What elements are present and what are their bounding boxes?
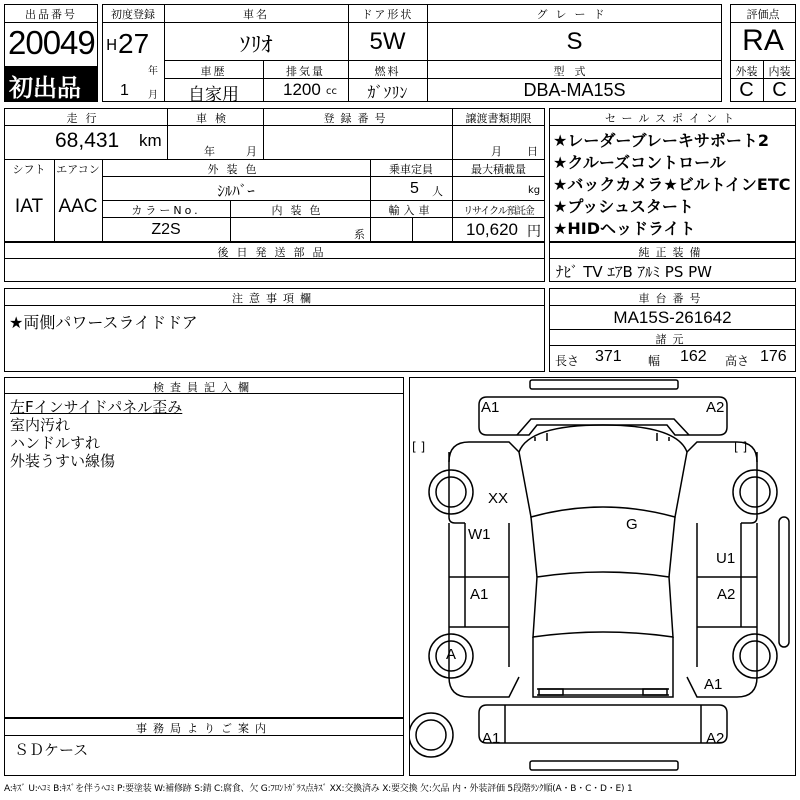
mark-w1: W1 [468, 526, 491, 543]
capacity-value: 5 [410, 180, 419, 197]
inspector-line-4: 外装うすい線傷 [10, 452, 116, 470]
transfer-label: 譲渡書類期限 [465, 112, 532, 125]
car-name: ｿﾘｵ [239, 33, 273, 58]
mark-g: G [626, 516, 638, 533]
length-value: 371 [595, 348, 622, 365]
mark-a1-rear-right: A1 [704, 676, 723, 693]
mark-a1-mid-left: A1 [470, 586, 489, 603]
chassis-value: MA15S-261642 [613, 308, 732, 327]
color-no-label: カラーNo. [131, 204, 201, 217]
lot-number: 20049 [8, 24, 95, 61]
first-listing-text: 初出品 [9, 74, 81, 102]
first-reg-label: 初度登録 [111, 8, 155, 21]
color-no-value: Z2S [151, 221, 181, 238]
caution-label: 注意事項欄 [232, 292, 317, 305]
inspection-year-unit: 年 [204, 145, 215, 158]
max-load-unit: kg [528, 185, 541, 196]
equipment-label: 純正装備 [638, 246, 707, 259]
chassis-label: 車台番号 [638, 292, 707, 305]
month-value: 1 [120, 82, 129, 99]
aircon-label: エアコン [56, 163, 100, 176]
transfer-day-unit: 日 [527, 145, 538, 158]
exterior-value: C [739, 79, 754, 101]
length-label: 長さ [555, 354, 580, 368]
height-label: 高さ [725, 354, 750, 368]
width-label: 幅 [648, 354, 661, 368]
mileage-label: 走行 [66, 112, 105, 125]
int-color-unit: 系 [354, 228, 365, 241]
recycle-label: リサイクル預託金 [463, 206, 534, 217]
legend-text: A:ｷｽﾞ U:ﾍｺﾐ B:ｷｽﾞを伴うﾍｺﾐ P:要塗装 W:補修跡 S:錆 C:腐食、欠 G:ﾌﾛﾝﾄｶﾞﾗｽ点ｷｽﾞ XX:交換済み X:要交換 欠:欠品 内・外装評価 5段階ﾗﾝｸ順(A・B・C・D・E) 1 [4, 784, 633, 794]
shift-value: IAT [14, 196, 44, 217]
equipment-value: ﾅﾋﾞ TV ｴｱB ｱﾙﾐ PS PW [556, 263, 712, 281]
aircon-value: AAC [58, 196, 98, 217]
capacity-unit: 人 [432, 185, 443, 198]
model-value: DBA-MA15S [523, 80, 626, 100]
caution-value: ★両側パワースライドドア [9, 313, 198, 332]
history-value: 自家用 [188, 85, 239, 105]
height-value: 176 [760, 348, 787, 365]
car-name-label: 車名 [243, 8, 269, 21]
score-label: 評価点 [746, 8, 780, 21]
sales-point-5: ★HIDヘッドライト [553, 219, 696, 238]
inspector-line-3: ハンドルすれ [10, 434, 101, 452]
mark-a2-mid-right: A2 [717, 586, 736, 603]
month-unit: 月 [148, 90, 158, 101]
lot-label: 出品番号 [25, 8, 77, 21]
sales-point-2: ★クルーズコントロール [553, 153, 726, 172]
interior-label: 内装 [768, 65, 791, 78]
inspector-line-2: 室内汚れ [10, 416, 71, 434]
plate-label: 登録番号 [323, 112, 392, 125]
sales-point-4: ★プッシュスタート [553, 197, 694, 216]
interior-value: C [772, 79, 787, 101]
inspection-month-unit: 月 [246, 145, 257, 158]
transfer-month-unit: 月 [491, 145, 502, 158]
mark-a1-bottom-left: A1 [482, 730, 501, 747]
mileage-value: 68,431 [55, 129, 120, 152]
ext-color-label: 外装色 [207, 163, 265, 176]
displacement-label: 排気量 [286, 65, 325, 78]
displacement-value: 1200 [283, 80, 321, 99]
fuel-value: ｶﾞｿﾘﾝ [367, 83, 408, 102]
capacity-label: 乗車定員 [389, 163, 433, 176]
later-parts-label: 後日発送部品 [217, 246, 332, 259]
car-diagram [409, 377, 796, 776]
office-value: ＳＤケース [14, 741, 89, 759]
inspection-label: 車検 [196, 112, 234, 125]
width-value: 162 [680, 348, 707, 365]
sales-point-1: ★レーダーブレーキサポート2 [553, 131, 770, 150]
model-label: 型式 [553, 65, 596, 78]
year-unit: 年 [148, 66, 158, 77]
fuel-label: 燃料 [374, 65, 401, 78]
grade-label: グレード [536, 8, 613, 21]
mark-xx: XX [488, 490, 509, 507]
exterior-label: 外装 [735, 65, 758, 78]
inspector-line-1: 左Fインサイドパネル歪み [10, 398, 183, 416]
ext-color-value: ｼﾙﾊﾞｰ [217, 182, 255, 200]
mark-a-wheel: A [446, 646, 457, 663]
grade-value: S [566, 28, 583, 55]
bracket-right: [ ] [734, 440, 748, 454]
mileage-unit: km [139, 131, 162, 150]
recycle-unit: 円 [527, 224, 541, 240]
sales-points-label: セールスポイント [604, 112, 740, 125]
year-value: 27 [118, 28, 150, 59]
bracket-left: [ ] [412, 440, 426, 454]
door-value: 5W [369, 28, 406, 55]
era-mark: H [106, 36, 118, 54]
dims-label: 諸元 [655, 333, 690, 346]
displacement-unit: cc [326, 86, 337, 97]
int-color-label: 内装色 [271, 204, 329, 217]
office-label: 事務局よりご案内 [136, 722, 272, 735]
import-label: 輸入車 [388, 204, 434, 217]
mark-a2-top-right: A2 [706, 399, 725, 416]
recycle-value: 10,620 [466, 220, 518, 239]
mark-u1: U1 [716, 550, 736, 567]
score-value: RA [742, 24, 784, 57]
max-load-label: 最大積載量 [471, 163, 526, 176]
mark-a1-top-left: A1 [481, 399, 500, 416]
mark-a2-bottom-right: A2 [706, 730, 725, 747]
door-label: ドア形状 [361, 8, 414, 21]
inspector-label: 検査員記入欄 [153, 381, 255, 394]
shift-label: シフト [12, 163, 46, 176]
history-label: 車歴 [200, 65, 227, 78]
sales-point-3: ★バックカメラ★ビルトインETC [553, 175, 791, 194]
